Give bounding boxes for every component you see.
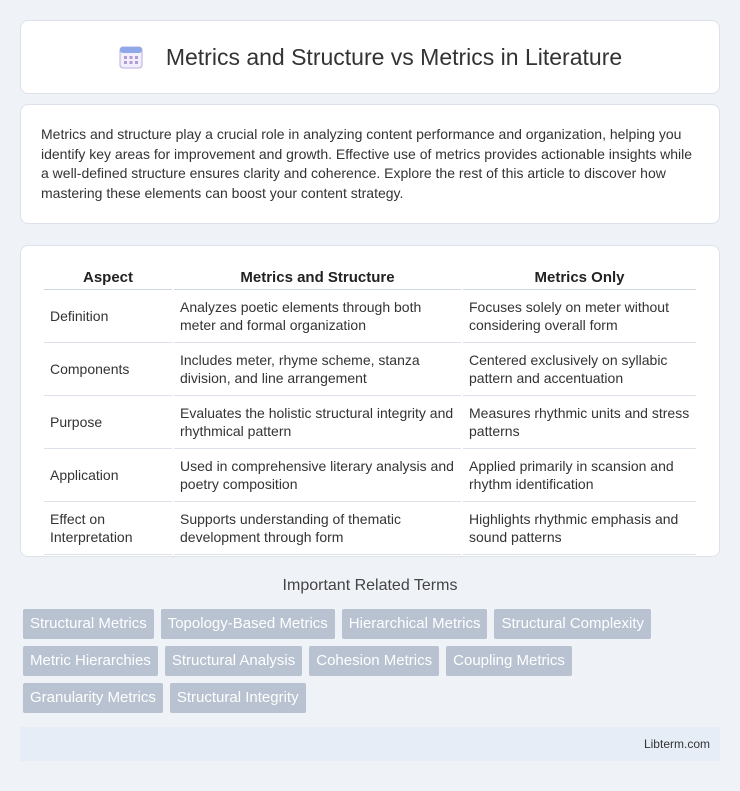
comparison-table [42,266,698,555]
table-row [44,502,696,555]
related-term-tag[interactable]: Structural Complexity [494,609,651,639]
related-term-tag[interactable]: Granularity Metrics [23,683,163,713]
cell-aspect: Definition [44,290,172,343]
header-card [20,20,720,94]
cell-aspect: Components [44,343,172,396]
related-term-tag[interactable]: Structural Analysis [165,646,302,676]
cell-metrics-structure: Includes meter, rhyme scheme, stanza division, and line arrangement [174,343,461,396]
header-metrics-only: Metrics Only [463,266,696,290]
related-terms-list [23,609,713,713]
footer [20,727,720,761]
footer-site-link[interactable]: Libterm.com [643,737,710,751]
table-row [44,343,696,396]
related-term-tag[interactable]: Structural Metrics [23,609,154,639]
related-term-tag[interactable]: Hierarchical Metrics [342,609,488,639]
cell-metrics-only: Highlights rhythmic emphasis and sound patterns [463,502,696,555]
header-aspect: Aspect [44,266,172,290]
intro-text: Metrics and structure play a crucial role in analyzing content performance and organization, helping you identify key areas for improvement and growth. Effective use of metrics provides actionable insights while a well-defined structure ensures clarity and coherence. Explore the rest of this article to discover how mastering these elements can boost your content strategy. [41,126,693,201]
header-metrics-structure: Metrics and Structure [174,266,461,290]
related-term-tag[interactable]: Structural Integrity [170,683,306,713]
cell-metrics-structure: Evaluates the holistic structural integrity and rhythmical pattern [174,396,461,449]
cell-metrics-structure: Analyzes poetic elements through both meter and formal organization [174,290,461,343]
cell-metrics-only: Centered exclusively on syllabic pattern and accentuation [463,343,696,396]
related-term-tag[interactable]: Coupling Metrics [446,646,572,676]
intro-card [20,104,720,224]
related-term-tag[interactable]: Topology-Based Metrics [161,609,335,639]
cell-metrics-structure: Supports understanding of thematic development through form [174,502,461,555]
cell-metrics-only: Measures rhythmic units and stress patterns [463,396,696,449]
calendar-icon [118,44,144,70]
cell-metrics-only: Applied primarily in scansion and rhythm identification [463,449,696,502]
table-row [44,396,696,449]
related-term-tag[interactable]: Metric Hierarchies [23,646,158,676]
cell-metrics-only: Focuses solely on meter without considering overall form [463,290,696,343]
cell-aspect: Effect on Interpretation [44,502,172,555]
cell-metrics-structure: Used in comprehensive literary analysis and poetry composition [174,449,461,502]
table-row [44,449,696,502]
cell-aspect: Purpose [44,396,172,449]
comparison-card [20,245,720,557]
page-title: Metrics and Structure vs Metrics in Literature [165,43,623,70]
related-terms-title: Important Related Terms [282,577,458,594]
table-row [44,290,696,343]
related-term-tag[interactable]: Cohesion Metrics [309,646,439,676]
cell-aspect: Application [44,449,172,502]
